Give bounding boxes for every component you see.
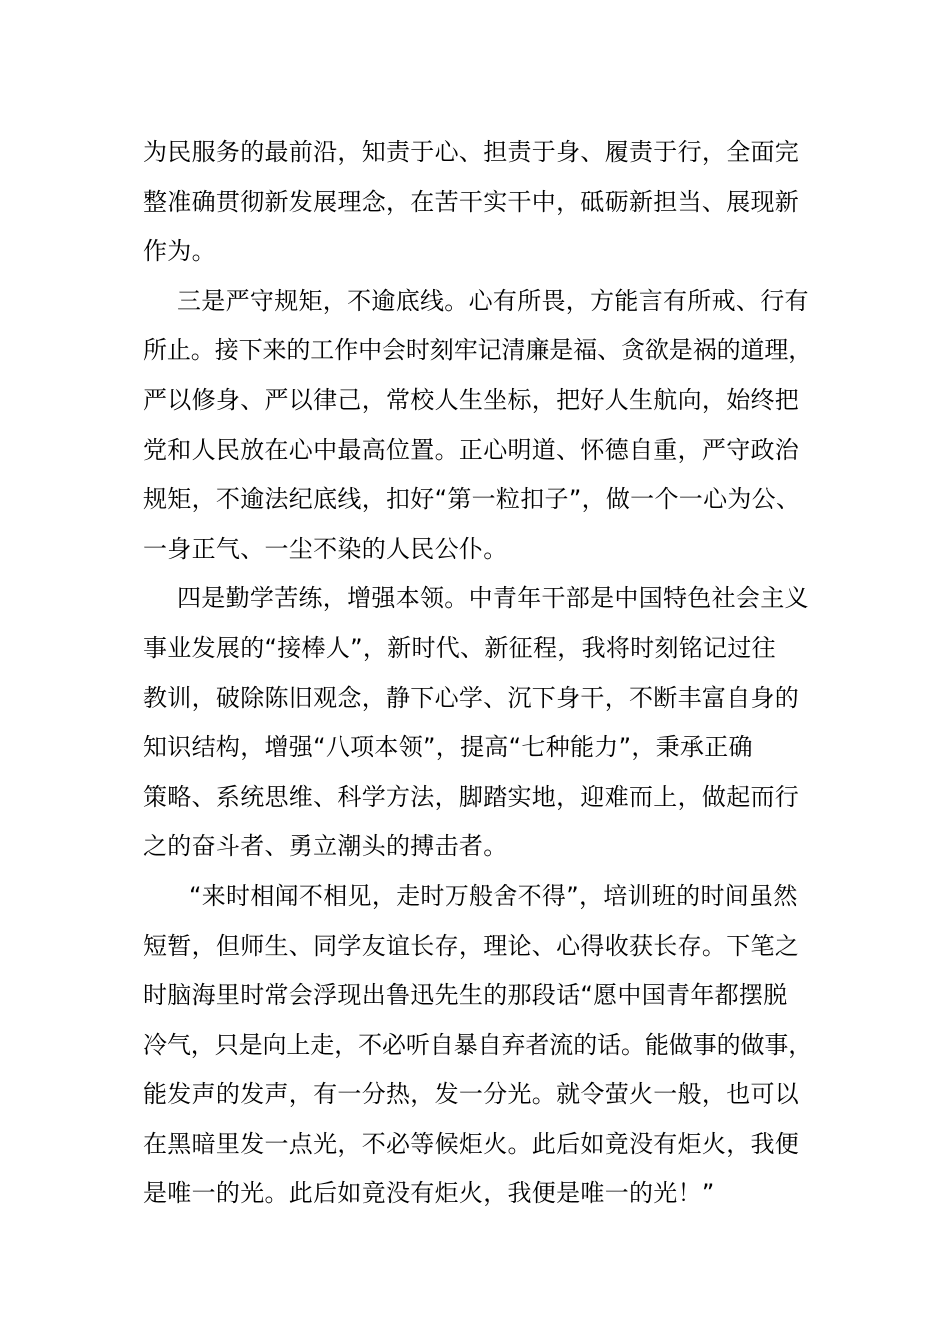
text-line: 所止。接下来的工作中会时刻牢记清廉是福、贪欲是祸的道理， <box>143 336 813 365</box>
text-line: 规矩，不逾法纪底线，扣好“第一粒扣子”，做一个一心为公、 <box>143 485 801 514</box>
paragraph-start-line: “来时相闻不相见，走时万般舍不得”，培训班的时间虽然 <box>189 881 798 910</box>
body-text <box>143 128 815 1219</box>
text-line: 在黑暗里发一点光，不必等候炬火。此后如竟没有炬火，我便 <box>143 1129 800 1158</box>
text-line: 之的奋斗者、勇立潮头的搏击者。 <box>143 832 508 861</box>
text-line: 时脑海里时常会浮现出鲁迅先生的那段话“愿中国青年都摆脱 <box>143 981 788 1010</box>
paragraph-start-line: 四是勤学苦练，增强本领。中青年干部是中国特色社会主义 <box>177 584 809 613</box>
text-line: 教训，破除陈旧观念，静下心学、沉下身干，不断丰富自身的 <box>143 683 800 712</box>
text-line: 是唯一的光。此后如竟没有炬火，我便是唯一的光！” <box>143 1179 715 1208</box>
text-line: 能发声的发声，有一分热，发一分光。就令萤火一般，也可以 <box>143 1080 800 1109</box>
text-line: 策略、系统思维、科学方法，脚踏实地，迎难而上，做起而行 <box>143 782 800 811</box>
text-line: 一身正气、一尘不染的人民公仆。 <box>143 534 508 563</box>
text-line: 整准确贯彻新发展理念，在苦干实干中，砥砺新担当、展现新 <box>143 187 800 216</box>
text-line: 知识结构，增强“八项本领”，提高“七种能力”，秉承正确 <box>143 733 753 762</box>
text-line: 严以修身、严以律己，常校人生坐标，把好人生航向，始终把 <box>143 385 800 414</box>
text-line: 党和人民放在心中最高位置。正心明道、怀德自重，严守政治 <box>143 435 800 464</box>
text-line: 冷气，只是向上走，不必听自暴自弃者流的话。能做事的做事， <box>143 1030 813 1059</box>
text-line: 作为。 <box>143 237 216 266</box>
text-line: 短暂，但师生、同学友谊长存，理论、心得收获长存。下笔之 <box>143 931 800 960</box>
text-line: 事业发展的“接棒人”，新时代、新征程，我将时刻铭记过往 <box>143 633 776 662</box>
paragraph-start-line: 三是严守规矩，不逾底线。心有所畏，方能言有所戒、行有 <box>177 286 809 315</box>
text-line: 为民服务的最前沿，知责于心、担责于身、履责于行，全面完 <box>143 138 800 166</box>
